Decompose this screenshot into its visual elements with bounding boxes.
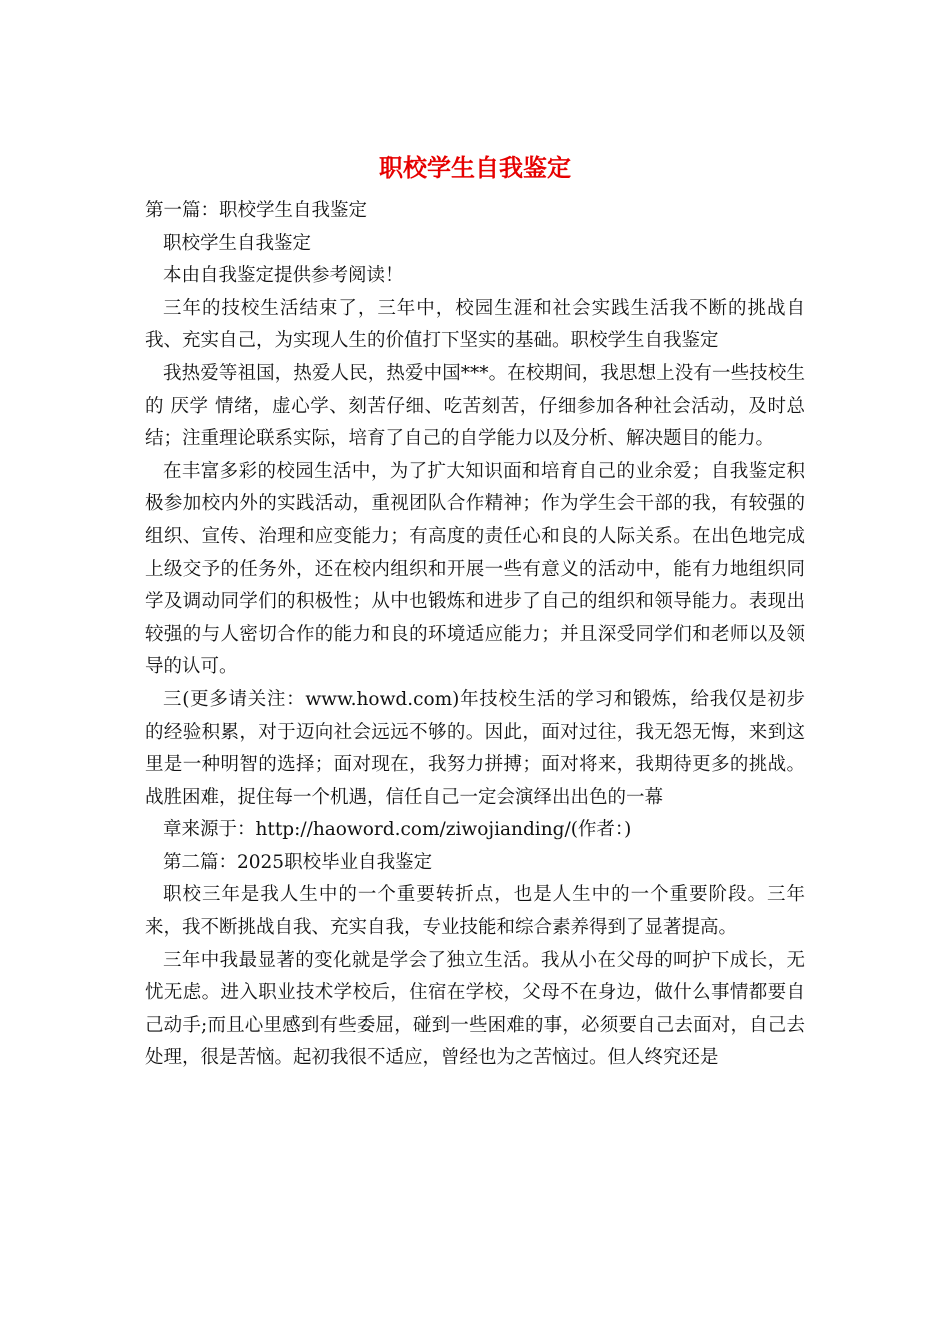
document-title: 职校学生自我鉴定 [379, 153, 571, 182]
paragraph: 在丰富多彩的校园生活中，为了扩大知识面和培育自己的业余爱；自我鉴定积极参加校内外的实践活动，重视团队合作精神；作为学生会干部的我，有较强的组织、宣传、治理和应变能力；有高度的责任心和良的人际关系。在出色地完成上级交予的任务外，还在校内组织和开展一些有意义的活动中，能有力地组织同学及调动同学们的积极性；从中也锻炼和进步了自己的组织和领导能力。表现出较强的与人密切合作的能力和良的环境适应能力；并且深受同学们和老师以及领导的认可。 [145, 460, 805, 678]
subheading: 职校学生自我鉴定 [163, 232, 312, 254]
paragraph: 三年中我最显著的变化就是学会了独立生活。我从小在父母的呵护下成长，无忧无虑。进入职业技术学校后，住宿在学校，父母不在身边，做什么事情都要自己动手;而且心里感到有些委屈，碰到一些困难的事，必须要自己去面对，自己去处理，很是苦恼。起初我很不适应，曾经也为之苦恼过。但人终究还是 [145, 949, 805, 1069]
paragraph: 职校三年是我人生中的一个重要转折点，也是人生中的一个重要阶段。三年来，我不断挑战自我、充实自我，专业技能和综合素养得到了显著提高。 [145, 884, 805, 939]
section-heading-2: 第二篇：2025职校毕业自我鉴定 [163, 851, 433, 873]
document-body [145, 195, 805, 1075]
paragraph: 三年的技校生活结束了，三年中，校园生涯和社会实践生活我不断的挑战自我、充实自己，为实现人生的价值打下坚实的基础。职校学生自我鉴定 [145, 297, 805, 352]
paragraph: 我热爱等祖国，热爱人民，热爱中国***。在校期间，我思想上没有一些技校生的 厌学 情绪，虚心学、刻苦仔细、吃苦刻苦，仔细参加各种社会活动，及时总结；注重理论联系实际，培育了自己的自学能力以及分析、解决题目的能力。 [145, 362, 805, 450]
section-heading-1: 第一篇：职校学生自我鉴定 [145, 200, 368, 221]
paragraph: 三(更多请关注：www.howd.com)年技校生活的学习和锻炼，给我仅是初步的经验积累，对于迈向社会远远不够的。因此，面对过往，我无怨无悔，来到这里是一种明智的选择；面对现在，我努力拼搏；面对将来，我期待更多的挑战。战胜困难，捉住每一个机遇，信任自己一定会演绎出出色的一幕 [145, 688, 805, 808]
source-line: 章来源于：http://haoword.com/ziwojianding/(作者：) [163, 819, 632, 841]
paragraph: 本由自我鉴定提供参考阅读！ [163, 265, 404, 287]
